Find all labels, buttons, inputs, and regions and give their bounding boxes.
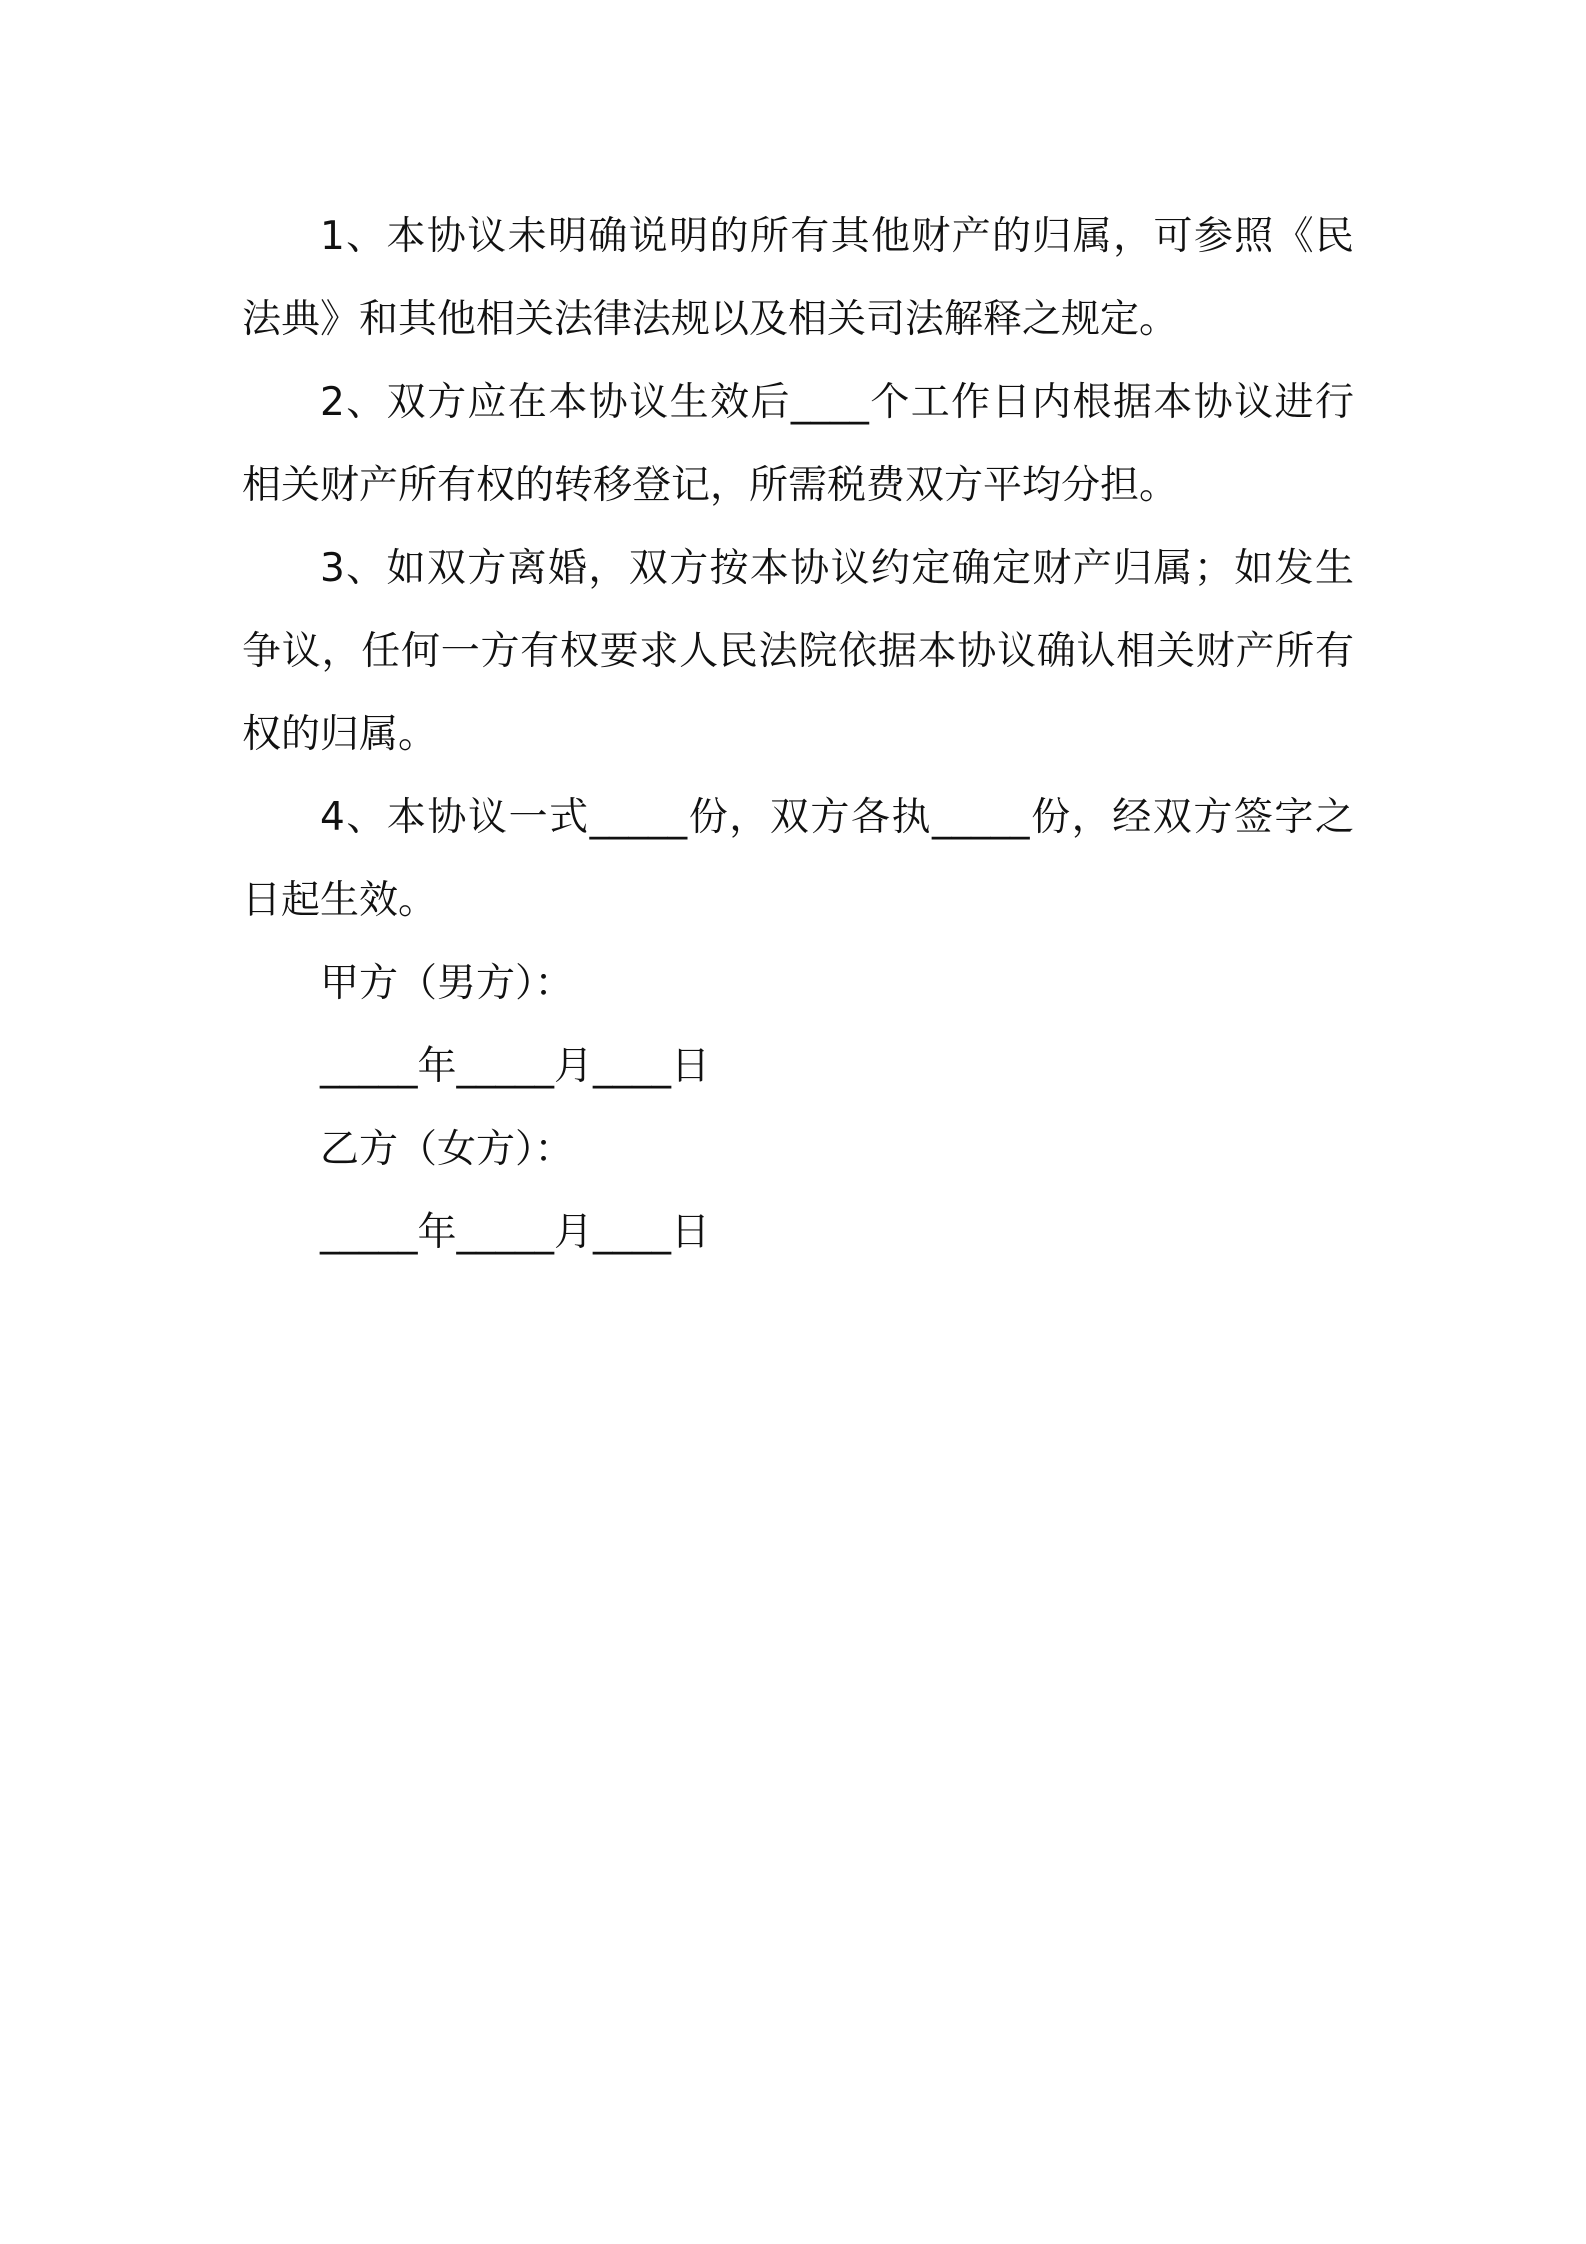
- party-a-date: _____年_____月____日: [320, 1044, 711, 1089]
- clause-1: 1、本协议未明确说明的所有其他财产的归属，可参照《民法典》和其他相关法律法规以及相关司法解释之规定。: [242, 214, 1354, 342]
- party-a-label: 甲方（男方）：: [320, 961, 574, 1006]
- party-b-date: _____年_____月____日: [320, 1210, 711, 1255]
- party-b-label: 乙方（女方）：: [320, 1127, 574, 1172]
- document-body: [242, 195, 1354, 1274]
- clause-4: 4、本协议一式_____份，双方各执_____份，经双方签字之日起生效。: [242, 795, 1354, 923]
- clause-2: 2、双方应在本协议生效后____个工作日内根据本协议进行相关财产所有权的转移登记，所需税费双方平均分担。: [242, 380, 1354, 508]
- clause-3: 3、如双方离婚，双方按本协议约定确定财产归属；如发生争议，任何一方有权要求人民法院依据本协议确认相关财产所有权的归属。: [242, 546, 1354, 757]
